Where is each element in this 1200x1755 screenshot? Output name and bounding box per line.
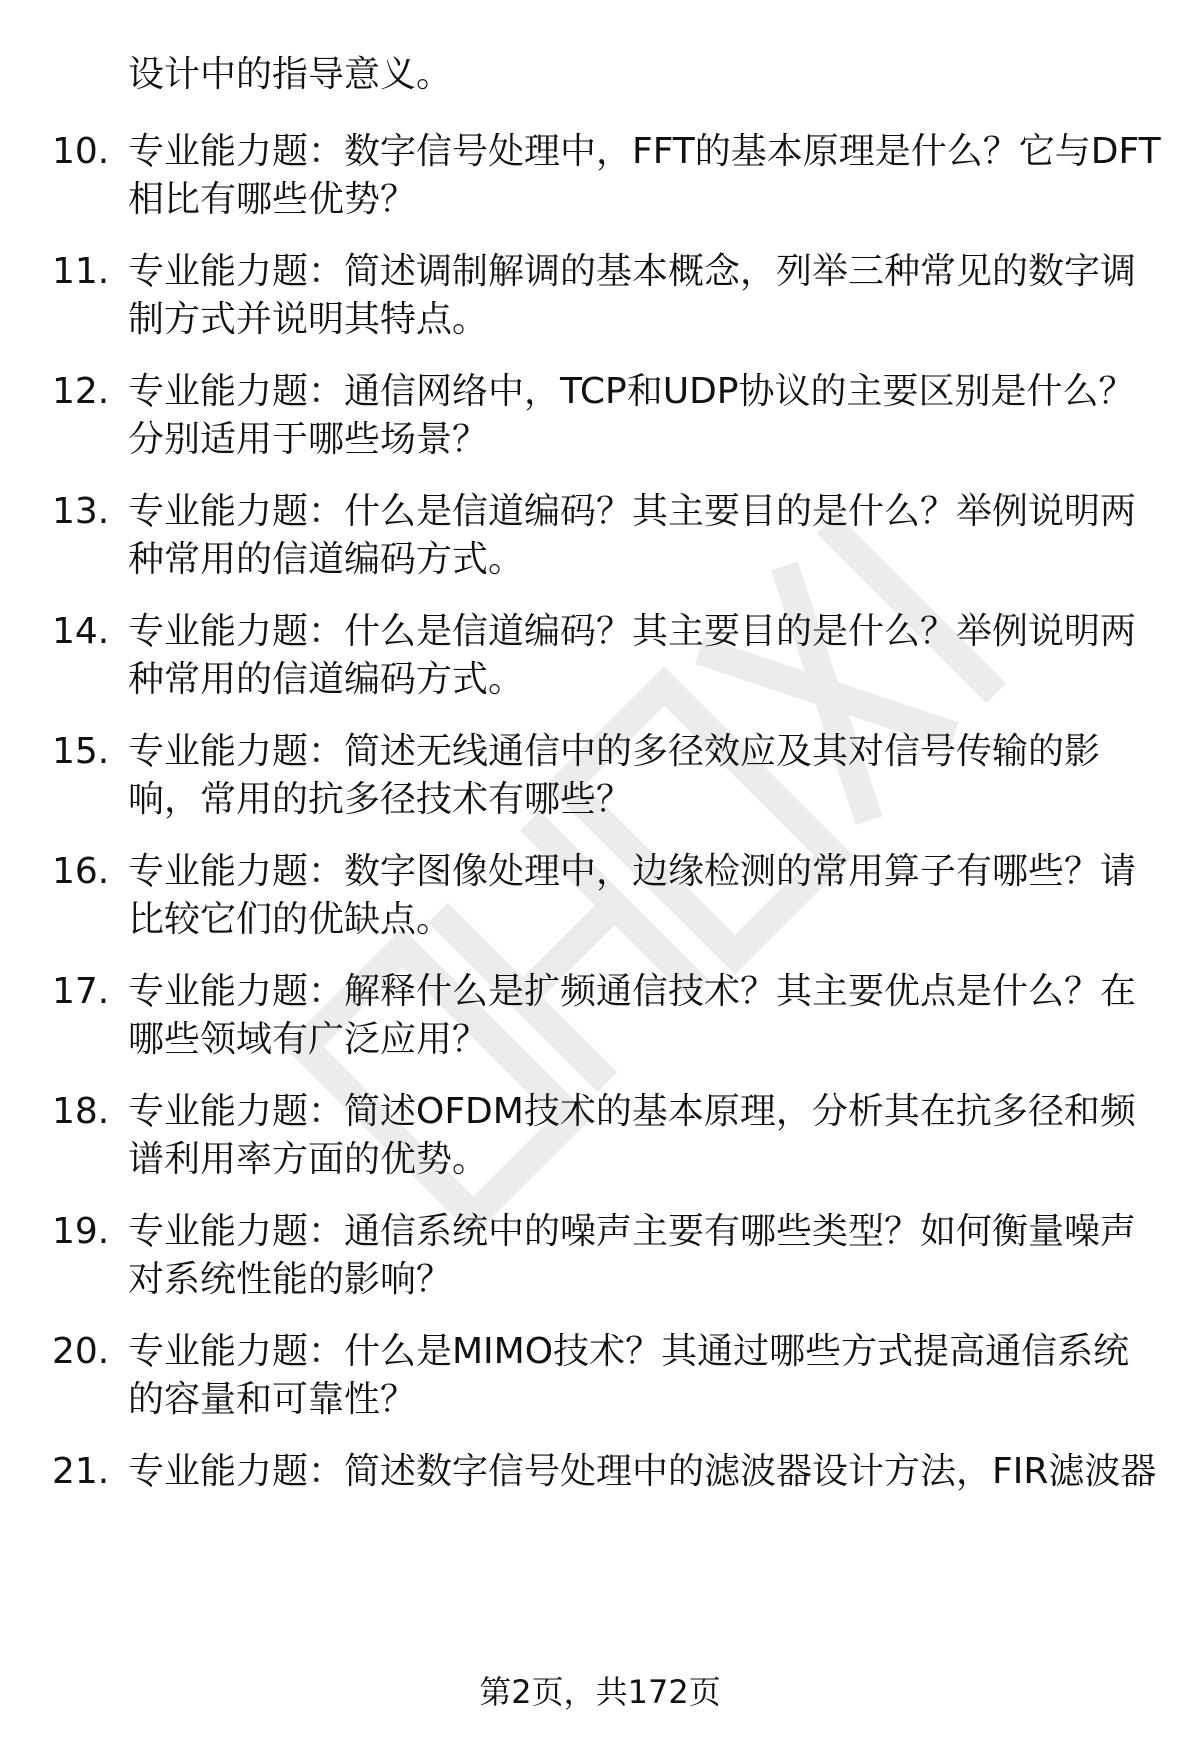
item-text-line2: 响，常用的抗多径技术有哪些？: [128, 779, 633, 820]
item-text-line2: 对系统性能的影响？: [128, 1259, 453, 1300]
item-text-line1: 专业能力题：简述无线通信中的多径效应及其对信号传输的影: [128, 731, 1101, 772]
item-text-line1: 专业能力题：数字图像处理中，边缘检测的常用算子有哪些？请: [128, 851, 1137, 892]
item-text-line1: 专业能力题：什么是信道编码？其主要目的是什么？举例说明两: [128, 491, 1137, 532]
item-number: 18.: [52, 1091, 110, 1132]
item-text-line1: 专业能力题：简述调制解调的基本概念，列举三种常见的数字调: [128, 251, 1137, 292]
item-text-line1: 专业能力题：通信系统中的噪声主要有哪些类型？如何衡量噪声: [128, 1211, 1137, 1252]
item-text-line2: 种常用的信道编码方式。: [128, 539, 525, 580]
continuation-text: 设计中的指导意义。: [128, 54, 453, 95]
item-text-line1: 专业能力题：通信网络中，TCP和UDP协议的主要区别是什么？: [128, 371, 1135, 412]
item-number: 21.: [52, 1451, 110, 1492]
item-number: 15.: [52, 731, 110, 772]
item-number: 17.: [52, 971, 110, 1012]
item-number: 11.: [52, 251, 110, 292]
item-number: 12.: [52, 371, 110, 412]
item-number: 20.: [52, 1331, 110, 1372]
item-number: 19.: [52, 1211, 110, 1252]
item-text-line2: 比较它们的优缺点。: [128, 899, 453, 940]
item-text-line2: 分别适用于哪些场景？: [128, 419, 489, 460]
item-text-line2: 谱利用率方面的优势。: [128, 1139, 489, 1180]
item-text-line1: 专业能力题：数字信号处理中，FFT的基本原理是什么？它与DFT: [128, 131, 1161, 172]
item-number: 13.: [52, 491, 110, 532]
item-text-line1: 专业能力题：解释什么是扩频通信技术？其主要优点是什么？在: [128, 971, 1137, 1012]
page-footer: 第2页，共172页: [479, 1673, 721, 1711]
item-text-line2: 哪些领域有广泛应用？: [128, 1019, 489, 1060]
item-text-line2: 种常用的信道编码方式。: [128, 659, 525, 700]
item-text-line1: 专业能力题：简述OFDM技术的基本原理，分析其在抗多径和频: [128, 1091, 1136, 1132]
item-text-line2: 的容量和可靠性？: [128, 1379, 417, 1420]
item-number: 16.: [52, 851, 110, 892]
item-number: 14.: [52, 611, 110, 652]
item-number: 10.: [52, 131, 110, 172]
item-text-line1: 专业能力题：什么是MIMO技术？其通过哪些方式提高通信系统: [128, 1331, 1130, 1372]
item-text-line2: 制方式并说明其特点。: [128, 299, 489, 340]
item-text-line2: 相比有哪些优势？: [128, 179, 417, 220]
item-text-line1: 专业能力题：什么是信道编码？其主要目的是什么？举例说明两: [128, 611, 1137, 652]
item-text-line1: 专业能力题：简述数字信号处理中的滤波器设计方法，FIR滤波器: [128, 1451, 1157, 1492]
